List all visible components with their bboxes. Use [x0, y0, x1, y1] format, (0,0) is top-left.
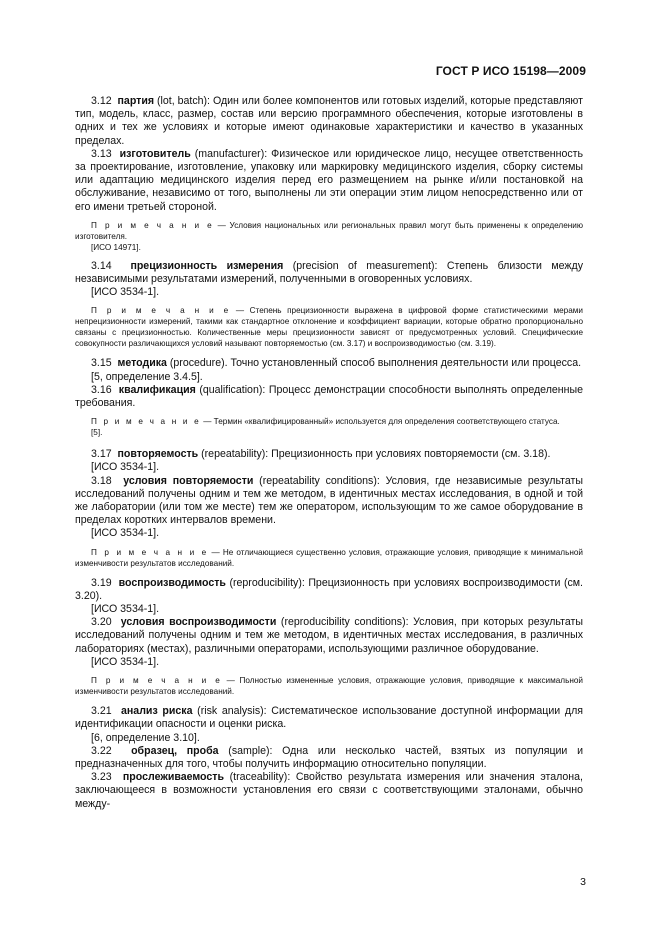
- source-reference: [6, определение 3.10].: [91, 731, 200, 744]
- term: квалификация: [118, 383, 196, 396]
- term: партия: [117, 95, 155, 107]
- definition-3-23: 3.23 прослеживаемость (traceability): Свойство результата измерения или значения эталона, заключающееся в возможности установления его связи с соответствующими эталонами, обычно между-: [75, 771, 583, 810]
- definition-3-12: 3.12 партия (lot, batch): Один или более компонентов или готовых изделий, которые представляют тип, модель, класс, размер, состав или версию программного обеспечения, которые изготовлены в одних и тех же условиях и которые имеют одинаковые характеристики и качество в указанных пределах.: [75, 95, 584, 147]
- document-code: ГОСТ Р ИСО 15198—2009: [435, 64, 586, 78]
- source-reference: [ИСО 3534-1].: [91, 603, 160, 616]
- definition-3-17: 3.17 повторяемость (repeatability): Прецизионность при условиях повторяемости (см. 3.18).: [91, 448, 551, 461]
- term: изготовитель: [119, 147, 191, 160]
- term: условия воспроизводимости: [120, 616, 277, 629]
- definition-3-14: 3.14 прецизионность измерения (precision of measurement): Степень близости между независимыми результатами измерений, полученными в оговоренных условиях.: [75, 259, 583, 286]
- definition-3-22: 3.22 образец, проба (sample): Одна или несколько частей, взятых из популяции и предназначенных для того, чтобы получить информацию относительно популяции.: [75, 744, 583, 770]
- definition-3-18: 3.18 условия повторяемости (repeatability conditions): Условия, где независимые результаты исследований получены одним и тем же методом, в идентичных местах исследования, в одной и той же лаборатории (или том же месте) тем же оператором, использующим то же самое оборудование в пределах коротких интервалов времени.: [75, 474, 583, 527]
- note-source: [ИСО 14971].: [91, 242, 141, 252]
- term: условия повторяемости: [123, 474, 254, 487]
- note-source: [5].: [91, 428, 103, 438]
- note: П р и м е ч а н и е — Термин «квалифицированный» используется для определения соответствующего статуса.: [91, 417, 560, 427]
- source-reference: [ИСО 3534-1].: [91, 655, 160, 668]
- note: П р и м е ч а н и е — Степень прецизионности выражена в цифровой форме статистическими мерами непрецизионности измерений, такими как стандартное отклонение и коэффициент вариации, которые обратно пропорционально связаны с прецизионностью. Количественные меры прецизионности зависят от предусмотренных условий. Специфические совокупности различающихся условий называют повторяемостью (см. 3.17) и воспроизводимостью (см. 3.19).: [75, 306, 583, 349]
- note: П р и м е ч а н и е — Не отличающиеся существенно условия, отражающие условия, приводящие к минимальной изменчивости результатов исследований.: [75, 547, 583, 568]
- source-reference: [ИСО 3534-1].: [91, 286, 160, 299]
- page-number: 3: [580, 876, 586, 888]
- term: повторяемость: [117, 448, 199, 461]
- definitions-list: [75, 95, 583, 811]
- term: образец, проба: [131, 744, 219, 757]
- note: П р и м е ч а н и е — Полностью измененные условия, отражающие условия, приводящие к максимальной изменчивости результатов исследований.: [75, 676, 583, 697]
- term: прецизионность измерения: [130, 259, 284, 272]
- note: П р и м е ч а н и е — Условия национальных или региональных правил могут быть применены к определению изготовителя.: [75, 220, 583, 241]
- definition-3-16: 3.16 квалификация (qualification): Процесс демонстрации способности выполнять определенные требования.: [75, 383, 583, 410]
- definition-3-15: 3.15 методика (procedure). Точно установленный способ выполнения деятельности или процесса.: [91, 357, 582, 370]
- definition-3-19: 3.19 воспроизводимость (reproducibility): Прецизионность при условиях воспроизводимости (см. 3.20).: [75, 576, 584, 602]
- definition-3-13: 3.13 изготовитель (manufacturer): Физическое или юридическое лицо, несущее ответственность за проектирование, изготовление, упаковку или маркировку медицинского изделия, сборку системы или адаптацию медицинского изделия перед его размещением на рынке и/или постановкой на обслуживание, независимо от того, выполнены ли эти операции этим лицом непосредственно или от его имени третьей стороной.: [75, 147, 584, 213]
- source-reference: [ИСО 3534-1].: [91, 461, 160, 474]
- definition-3-20: 3.20 условия воспроизводимости (reproducibility conditions): Условия, при которых результаты исследований получены одним и тем же методом, в идентичных местах исследования, в различных лабораториях (местах), различными операторами, использующими различное оборудование.: [75, 616, 583, 655]
- term: анализ риска: [121, 705, 193, 718]
- term: методика: [117, 357, 167, 370]
- source-reference: [5, определение 3.4.5].: [91, 370, 203, 383]
- definition-3-21: 3.21 анализ риска (risk analysis): Систематическое использование доступной информации для идентификации опасности и оценки риска.: [75, 705, 583, 731]
- term: прослеживаемость: [122, 771, 224, 784]
- term: воспроизводимость: [118, 576, 226, 589]
- source-reference: [ИСО 3534-1].: [91, 527, 160, 540]
